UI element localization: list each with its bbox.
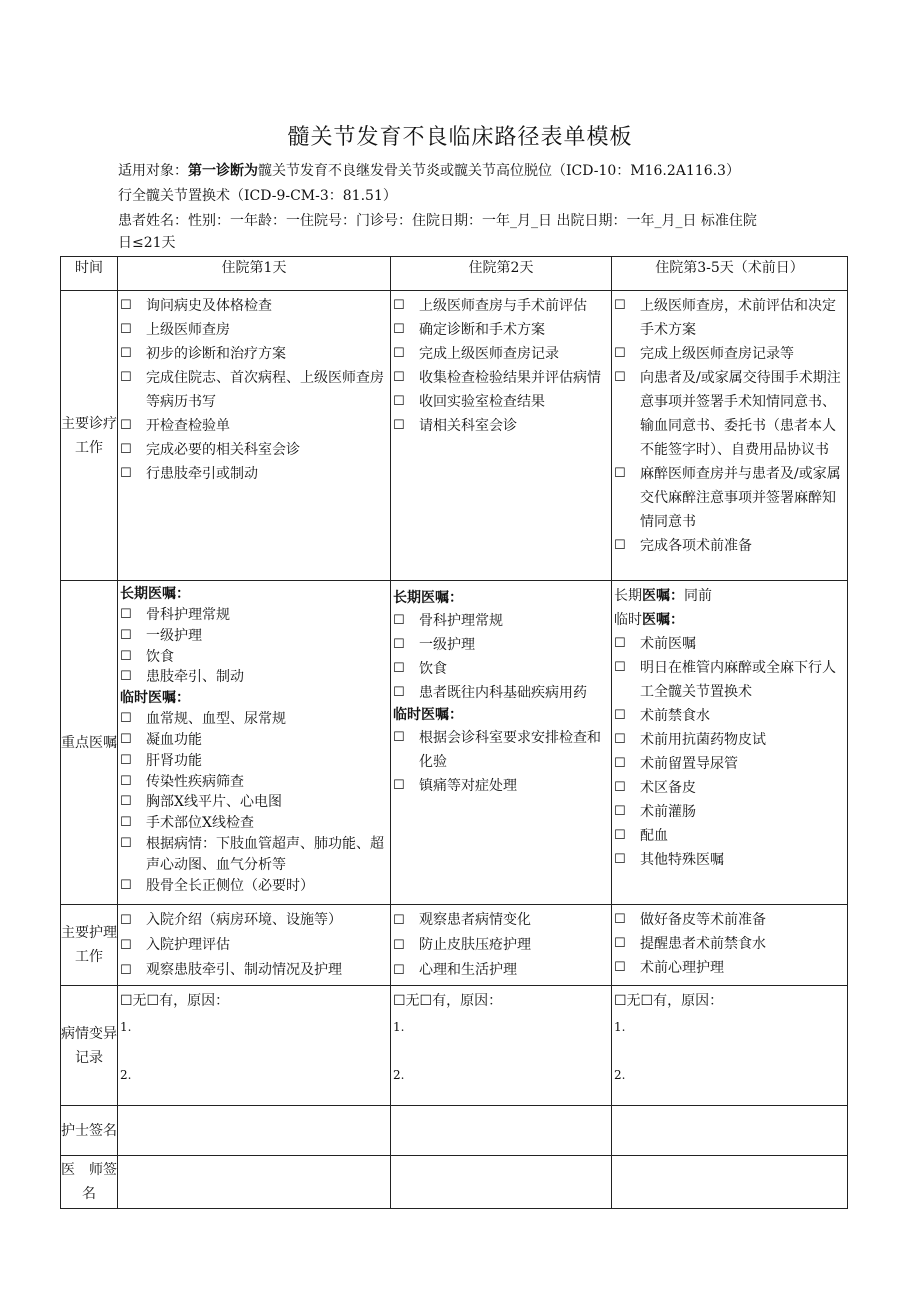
checklist-item xyxy=(120,366,388,414)
checklist-item-label: 完成必要的相关科室会诊 xyxy=(146,442,300,458)
applicable-rest: 髋关节发育不良继发骨关节炎或髋关节高位脱位（ICD-10：M16.2A116.3） xyxy=(258,163,740,179)
col-header-day2: 住院第2天 xyxy=(391,257,612,291)
checklist-item-label: 饮食 xyxy=(146,648,174,665)
checklist-item-label: 开检查检验单 xyxy=(146,418,230,434)
checklist-item-label: 上级医师查房 xyxy=(146,322,230,338)
checklist-item-label: 胸部X线平片、心电图 xyxy=(146,794,282,811)
main-work-day1-list xyxy=(118,291,390,488)
checkbox-icon[interactable]: ☐ xyxy=(614,960,626,975)
checkbox-icon[interactable]: ☐ xyxy=(614,732,626,747)
checkbox-icon[interactable]: ☐ xyxy=(614,780,626,795)
checklist-item-label: 确定诊断和手术方案 xyxy=(419,322,545,338)
checklist-item xyxy=(120,958,388,983)
col-header-day1: 住院第1天 xyxy=(118,257,391,291)
checklist-item xyxy=(120,647,388,668)
checklist-item xyxy=(614,752,845,776)
checklist-item-label: 血常规、血型、尿常规 xyxy=(146,711,286,728)
checkbox-icon[interactable]: ☐ xyxy=(120,466,132,481)
checkbox-icon[interactable]: ☐ xyxy=(120,418,132,433)
checklist-item-label: 骨科护理常规 xyxy=(146,607,230,623)
checklist-item xyxy=(120,933,388,958)
variance-day2-item2: 2. xyxy=(393,1068,405,1082)
checklist-item xyxy=(393,958,609,983)
checkbox-icon[interactable]: ☐ xyxy=(393,938,405,953)
checklist-item-label: 术前医嘱 xyxy=(640,636,696,652)
checklist-item xyxy=(614,534,845,558)
day3-long-bold: 医嘱： xyxy=(642,588,684,604)
day3-temp-orders-heading xyxy=(614,608,845,632)
checkbox-icon[interactable]: ☐ xyxy=(614,912,626,927)
checkbox-icon[interactable]: ☐ xyxy=(120,322,132,337)
nurse-sign-row xyxy=(61,1106,848,1156)
day3-temp-prefix: 临时 xyxy=(614,612,642,628)
checkbox-icon[interactable]: ☐ xyxy=(120,627,132,643)
checklist-item-label: 术区备皮 xyxy=(640,780,696,796)
nursing-row xyxy=(61,905,848,986)
checklist-item xyxy=(614,728,845,752)
day3-long-prefix: 长期 xyxy=(614,588,642,604)
doctor-sign-day2[interactable] xyxy=(391,1156,612,1209)
checklist-item xyxy=(614,704,845,728)
variance-day3-item2: 2. xyxy=(614,1068,626,1082)
checkbox-icon[interactable]: ☐ xyxy=(120,773,132,789)
checklist-item xyxy=(614,294,845,342)
checklist-item-label: 根据会诊科室要求安排检查和化验 xyxy=(419,730,601,770)
checklist-item-label: 完成各项术前准备 xyxy=(640,538,752,554)
header-row xyxy=(61,257,848,291)
checklist-item xyxy=(614,848,845,872)
checklist-item xyxy=(120,751,388,772)
checklist-item-label: 凝血功能 xyxy=(146,731,202,748)
row-label-doctor-sign: 医 师签名 xyxy=(61,1156,118,1209)
checklist-item xyxy=(393,726,609,774)
checkbox-icon[interactable]: ☐ xyxy=(393,298,405,313)
checkbox-icon[interactable]: ☐ xyxy=(614,828,626,843)
checklist-item-label: 向患者及/或家属交待围手术期注意事项并签署手术知情同意书、输血同意书、委托书（患者本人不能签字时）、自费用品协议书 xyxy=(640,370,841,458)
checklist-item-label: 询问病史及体格检查 xyxy=(146,298,272,314)
col-header-day3: 住院第3-5天（术前日） xyxy=(612,257,848,291)
checklist-item-label: 一级护理 xyxy=(146,627,202,644)
checklist-item-label: 术前留置导尿管 xyxy=(640,756,738,772)
checklist-item-label: 骨科护理常规 xyxy=(419,613,503,629)
checklist-item xyxy=(614,908,845,932)
checkbox-icon[interactable]: ☐ xyxy=(120,752,132,768)
checkbox-icon[interactable]: ☐ xyxy=(614,538,626,553)
checkbox-icon[interactable]: ☐ xyxy=(120,669,132,685)
checklist-item-label: 观察患肢牵引、制动情况及护理 xyxy=(146,962,342,978)
checkbox-icon[interactable]: ☐ xyxy=(614,804,626,819)
checkbox-icon[interactable]: ☐ xyxy=(120,731,132,747)
checklist-item xyxy=(393,366,609,390)
checklist-item-label: 上级医师查房，术前评估和决定手术方案 xyxy=(640,298,836,338)
doctor-sign-day1[interactable] xyxy=(118,1156,391,1209)
day2-temp-orders-heading: 临时医嘱： xyxy=(393,707,463,723)
applicable-prefix: 适用对象： xyxy=(118,163,188,179)
checkbox-icon[interactable]: ☐ xyxy=(120,913,132,928)
checklist-item-label: 传染性疾病筛查 xyxy=(146,773,244,790)
row-label-nursing: 主要护理工作 xyxy=(61,905,118,986)
checklist-item xyxy=(393,681,609,705)
main-work-day2-list xyxy=(391,291,611,440)
orders-row xyxy=(61,581,848,905)
checklist-item-label: 术前心理护理 xyxy=(640,960,724,976)
applicable-bold: 第一诊断为 xyxy=(188,163,258,179)
checkbox-icon[interactable]: ☐ xyxy=(393,778,405,793)
checkbox-icon[interactable]: ☐ xyxy=(393,394,405,409)
checklist-item xyxy=(120,318,388,342)
checklist-item xyxy=(120,626,388,647)
checklist-item xyxy=(120,792,388,813)
checkbox-icon[interactable]: ☐ xyxy=(393,685,405,700)
page-title: 髓关节发育不良临床路径表单模板 xyxy=(287,125,633,150)
checkbox-icon[interactable]: ☐ xyxy=(120,607,132,622)
checklist-item xyxy=(393,657,609,681)
checklist-item xyxy=(120,438,388,462)
checklist-item xyxy=(614,632,845,656)
checklist-item xyxy=(393,908,609,933)
checklist-item xyxy=(393,294,609,318)
checklist-item-label: 初步的诊断和治疗方案 xyxy=(146,346,286,362)
checklist-item-label: 观察患者病情变化 xyxy=(419,912,531,928)
checkbox-icon[interactable]: ☐ xyxy=(120,442,132,457)
checklist-item-label: 收集检查检验结果并评估病情 xyxy=(419,370,601,386)
checklist-item xyxy=(120,342,388,366)
variance-day2-options: ☐无☐有，原因： xyxy=(393,993,503,1009)
checklist-item xyxy=(120,813,388,834)
day1-temp-orders-list xyxy=(120,709,388,896)
checkbox-icon[interactable]: ☐ xyxy=(120,648,132,664)
checklist-item-label: 防止皮肤压疮护理 xyxy=(419,937,531,953)
patient-info-line: 患者姓名：性别：一年龄：一住院号：门诊号：住院日期：一年_月_日 出院日期：一年_月_日 标准住院 xyxy=(118,213,757,229)
nurse-sign-day1[interactable] xyxy=(118,1106,391,1156)
doctor-sign-day3[interactable] xyxy=(612,1156,848,1209)
checkbox-icon[interactable]: ☐ xyxy=(120,815,132,831)
checklist-item-label: 提醒患者术前禁食水 xyxy=(640,936,766,952)
checkbox-icon[interactable]: ☐ xyxy=(393,963,405,978)
checklist-item xyxy=(614,776,845,800)
checklist-item-label: 上级医师查房与手术前评估 xyxy=(419,298,587,314)
checklist-item-label: 术前禁食水 xyxy=(640,708,710,724)
row-label-main-work: 主要诊疗工作 xyxy=(61,291,118,581)
checklist-item-label: 麻醉医师查房并与患者及/或家属交代麻醉注意事项并签署麻醉知情同意书 xyxy=(640,466,841,530)
nursing-day2-list xyxy=(391,905,611,985)
checklist-item xyxy=(393,609,609,633)
checklist-item xyxy=(120,667,388,688)
checklist-item xyxy=(120,709,388,730)
checkbox-icon[interactable]: ☐ xyxy=(614,756,626,771)
checkbox-icon[interactable]: ☐ xyxy=(120,794,132,810)
checklist-item xyxy=(614,824,845,848)
checklist-item-label: 手术部位X线检查 xyxy=(146,815,254,832)
checkbox-icon[interactable]: ☐ xyxy=(614,660,626,675)
checklist-item xyxy=(120,730,388,751)
checklist-item xyxy=(393,342,609,366)
checklist-item xyxy=(614,656,845,704)
row-label-variance: 病情变异记录 xyxy=(61,986,118,1106)
checklist-item xyxy=(120,294,388,318)
checkbox-icon[interactable]: ☐ xyxy=(614,936,626,951)
checklist-item-label: 行患肢牵引或制动 xyxy=(146,466,258,482)
checkbox-icon[interactable]: ☐ xyxy=(614,708,626,723)
checklist-item xyxy=(120,908,388,933)
checkbox-icon[interactable]: ☐ xyxy=(120,298,132,313)
variance-day2-item1: 1. xyxy=(393,1020,405,1034)
checklist-item xyxy=(393,774,609,798)
day2-long-term-orders-heading: 长期医嘱： xyxy=(393,590,463,606)
day3-long-value: 同前 xyxy=(684,588,712,604)
procedure-line: 行全髋关节置换术（ICD-9-CM-3：81.51） xyxy=(118,188,397,204)
checklist-item-label: 其他特殊医嘱 xyxy=(640,852,724,868)
main-work-row xyxy=(61,291,848,581)
checklist-item-label: 完成上级医师查房记录 xyxy=(419,346,559,362)
checklist-item-label: 做好备皮等术前准备 xyxy=(640,912,766,928)
checkbox-icon[interactable]: ☐ xyxy=(393,637,405,652)
checklist-item-label: 饮食 xyxy=(419,661,447,677)
clinical-pathway-table xyxy=(60,256,848,1209)
checklist-item-label: 根据病情：下肢血管超声、肺功能、超声心动图、血气分析等 xyxy=(146,835,384,873)
day2-temp-orders-list xyxy=(393,726,609,798)
doctor-sign-row xyxy=(61,1156,848,1209)
row-label-orders: 重点医嘱 xyxy=(61,581,118,905)
day3-long-term-orders xyxy=(614,584,845,608)
checklist-item-label: 配血 xyxy=(640,828,668,844)
col-header-time: 时间 xyxy=(61,257,118,291)
checklist-item xyxy=(393,633,609,657)
checkbox-icon[interactable]: ☐ xyxy=(614,466,626,481)
checklist-item-label: 完成住院志、首次病程、上级医师查房等病历书写 xyxy=(146,370,384,410)
checkbox-icon[interactable]: ☐ xyxy=(393,730,405,745)
variance-day1-item2: 2. xyxy=(120,1068,132,1082)
checkbox-icon[interactable]: ☐ xyxy=(614,370,626,385)
day2-long-term-orders-list xyxy=(393,609,609,705)
checkbox-icon[interactable]: ☐ xyxy=(393,322,405,337)
variance-row xyxy=(61,986,848,1106)
checklist-item xyxy=(393,318,609,342)
nurse-sign-day3[interactable] xyxy=(612,1106,848,1156)
checklist-item xyxy=(614,366,845,462)
checklist-item-label: 患者既往内科基础疾病用药 xyxy=(419,685,587,701)
checklist-item xyxy=(120,834,388,876)
checkbox-icon[interactable]: ☐ xyxy=(393,418,405,433)
checklist-item-label: 收回实验室检查结果 xyxy=(419,394,545,410)
checkbox-icon[interactable]: ☐ xyxy=(393,613,405,628)
checkbox-icon[interactable]: ☐ xyxy=(393,346,405,361)
checklist-item xyxy=(614,342,845,366)
checklist-item-label: 术前灌肠 xyxy=(640,804,696,820)
checkbox-icon[interactable]: ☐ xyxy=(393,661,405,676)
checkbox-icon[interactable]: ☐ xyxy=(120,877,132,893)
checklist-item xyxy=(120,605,388,626)
checklist-item-label: 镇痛等对症处理 xyxy=(419,778,517,794)
checklist-item-label: 明日在椎管内麻醉或全麻下行人工全髋关节置换术 xyxy=(640,660,836,700)
checklist-item-label: 术前用抗菌药物皮试 xyxy=(640,732,766,748)
checklist-item xyxy=(614,956,845,980)
checkbox-icon[interactable]: ☐ xyxy=(393,913,405,928)
variance-day1-options: ☐无☐有，原因： xyxy=(120,993,230,1009)
day1-long-term-orders-heading: 长期医嘱： xyxy=(120,586,190,602)
checklist-item-label: 请相关科室会诊 xyxy=(419,418,517,434)
variance-day1 xyxy=(118,986,390,1089)
checkbox-icon[interactable]: ☐ xyxy=(614,298,626,313)
patient-info-line-2: 日≤21天 xyxy=(118,235,176,251)
checklist-item-label: 一级护理 xyxy=(419,637,475,653)
main-work-day3-list xyxy=(612,291,847,560)
day1-long-term-orders-list xyxy=(120,605,388,688)
variance-day3-item1: 1. xyxy=(614,1020,626,1034)
checklist-item xyxy=(120,462,388,486)
checkbox-icon[interactable]: ☐ xyxy=(614,636,626,651)
checklist-item-label: 肝肾功能 xyxy=(146,752,202,769)
checkbox-icon[interactable]: ☐ xyxy=(120,835,132,851)
checkbox-icon[interactable]: ☐ xyxy=(614,852,626,867)
nurse-sign-day2[interactable] xyxy=(391,1106,612,1156)
checklist-item xyxy=(614,932,845,956)
checklist-item-label: 股骨全长正侧位（必要时） xyxy=(146,877,314,894)
row-label-nurse-sign: 护士签名 xyxy=(61,1106,118,1156)
day3-temp-orders-list xyxy=(614,632,845,872)
checkbox-icon[interactable]: ☐ xyxy=(120,346,132,361)
checklist-item xyxy=(393,933,609,958)
variance-day3 xyxy=(612,986,847,1089)
checklist-item xyxy=(614,800,845,824)
applicable-line xyxy=(118,161,848,182)
nursing-day3-list xyxy=(612,905,847,982)
checkbox-icon[interactable]: ☐ xyxy=(120,938,132,953)
checklist-item-label: 心理和生活护理 xyxy=(419,962,517,978)
checklist-item xyxy=(393,414,609,438)
variance-day2 xyxy=(391,986,611,1089)
checkbox-icon[interactable]: ☐ xyxy=(393,370,405,385)
checklist-item-label: 入院护理评估 xyxy=(146,937,230,953)
day3-temp-bold: 医嘱： xyxy=(642,612,684,628)
checklist-item-label: 完成上级医师查房记录等 xyxy=(640,346,794,362)
variance-day1-item1: 1. xyxy=(120,1020,132,1034)
checklist-item xyxy=(120,772,388,793)
checkbox-icon[interactable]: ☐ xyxy=(120,963,132,978)
day1-temp-orders-heading: 临时医嘱： xyxy=(120,690,190,707)
checklist-item xyxy=(393,390,609,414)
checklist-item xyxy=(120,414,388,438)
nursing-day1-list xyxy=(118,905,390,985)
checkbox-icon[interactable]: ☐ xyxy=(120,711,132,727)
checklist-item xyxy=(614,462,845,534)
checkbox-icon[interactable]: ☐ xyxy=(120,370,132,385)
checkbox-icon[interactable]: ☐ xyxy=(614,346,626,361)
checklist-item xyxy=(120,876,388,897)
variance-day3-options: ☐无☐有，原因： xyxy=(614,993,724,1009)
checklist-item-label: 患肢牵引、制动 xyxy=(146,669,244,686)
checklist-item-label: 入院介绍（病房环境、设施等） xyxy=(146,912,342,928)
